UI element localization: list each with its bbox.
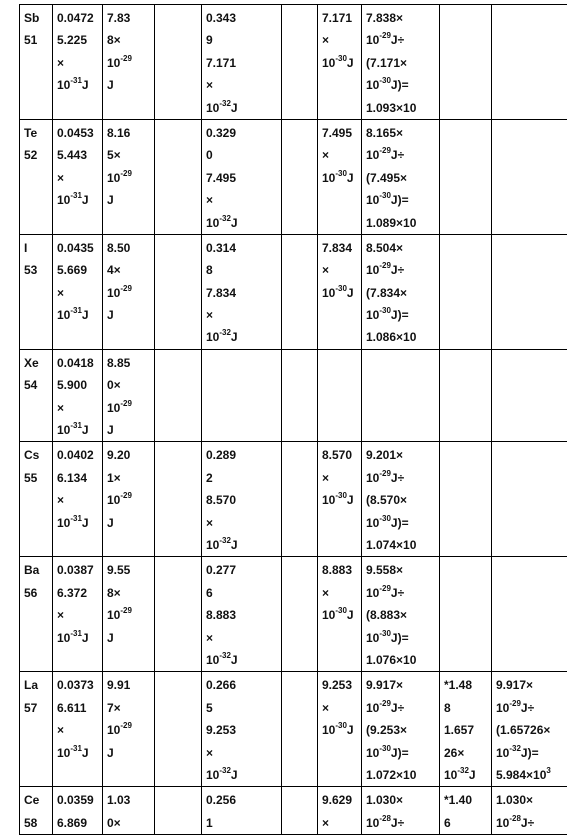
value-cell-c6 bbox=[282, 787, 318, 835]
value-cell-c8 bbox=[362, 234, 440, 349]
cell-text: 26× bbox=[444, 742, 488, 764]
cell-text: 7.171 bbox=[206, 52, 278, 74]
table-row bbox=[20, 787, 567, 835]
cell-text: × bbox=[322, 467, 358, 489]
cell-text: $10^{-30}J$ bbox=[322, 167, 358, 189]
cell-text: $10^{-30}J)=$ bbox=[366, 627, 436, 649]
element-cell bbox=[20, 557, 53, 672]
cell-text: $10^{-30}J$ bbox=[322, 489, 358, 511]
value-cell-c5 bbox=[202, 119, 282, 234]
cell-text: × bbox=[322, 582, 358, 604]
value-cell-c10 bbox=[492, 234, 567, 349]
value-cell-c7 bbox=[318, 557, 362, 672]
cell-text: 5 bbox=[206, 697, 278, 719]
value-cell-c3 bbox=[103, 557, 155, 672]
cell-text: J bbox=[107, 512, 151, 534]
value-cell-c3 bbox=[103, 349, 155, 442]
cell-text: $10^{-29}J\div$ bbox=[366, 697, 436, 719]
value-cell-c10 bbox=[492, 557, 567, 672]
table-row bbox=[20, 672, 567, 787]
table-row bbox=[20, 442, 567, 557]
element-cell bbox=[20, 442, 53, 557]
cell-text: $10^{-30}J)=$ bbox=[366, 512, 436, 534]
value-cell-c6 bbox=[282, 672, 318, 787]
value-cell-c3 bbox=[103, 442, 155, 557]
value-cell-c10 bbox=[492, 119, 567, 234]
cell-text: 7× bbox=[107, 697, 151, 719]
cell-text: $10^{-29}J\div$ bbox=[366, 467, 436, 489]
cell-text: 9.20 bbox=[107, 444, 151, 466]
value-cell-c3 bbox=[103, 119, 155, 234]
cell-text: 6.869 bbox=[57, 812, 99, 834]
value-cell-c4 bbox=[155, 787, 202, 835]
value-cell-c8 bbox=[362, 5, 440, 120]
cell-text: $10^{-29}$ bbox=[107, 167, 151, 189]
cell-text: $10^{-29}$ bbox=[107, 604, 151, 626]
value-cell-c5 bbox=[202, 234, 282, 349]
cell-text: $10^{-29}$ bbox=[107, 52, 151, 74]
cell-text: 9.917× bbox=[366, 674, 436, 696]
value-cell-c3 bbox=[103, 234, 155, 349]
cell-text: 5.225 bbox=[57, 29, 99, 51]
cell-text: $10^{-32}J$ bbox=[206, 649, 278, 671]
value-cell-c5 bbox=[202, 5, 282, 120]
cell-text: (8.883× bbox=[366, 604, 436, 626]
value-cell-c3 bbox=[103, 672, 155, 787]
cell-text: × bbox=[206, 742, 278, 764]
value-cell-c2 bbox=[53, 557, 103, 672]
cell-text: 7.83 bbox=[107, 7, 151, 29]
cell-text: × bbox=[206, 627, 278, 649]
cell-text: 1.657 bbox=[444, 719, 488, 741]
cell-text: × bbox=[322, 697, 358, 719]
value-cell-c6 bbox=[282, 442, 318, 557]
cell-text: 9.55 bbox=[107, 559, 151, 581]
cell-text: 1.03 bbox=[107, 789, 151, 811]
cell-text: 8 bbox=[444, 697, 488, 719]
cell-text: 0× bbox=[107, 812, 151, 834]
value-cell-c4 bbox=[155, 5, 202, 120]
cell-text: 1.030× bbox=[496, 789, 567, 811]
cell-text: 7.834 bbox=[206, 282, 278, 304]
cell-text: × bbox=[57, 52, 99, 74]
value-cell-c10 bbox=[492, 442, 567, 557]
cell-text: 6.611 bbox=[57, 697, 99, 719]
cell-text: 8.85 bbox=[107, 352, 151, 374]
value-cell-c7 bbox=[318, 5, 362, 120]
cell-text: 0.256 bbox=[206, 789, 278, 811]
cell-text: 1.086×10 bbox=[366, 326, 436, 348]
value-cell-c8 bbox=[362, 119, 440, 234]
cell-text: $10^{-31}J$ bbox=[57, 189, 99, 211]
cell-text: × bbox=[206, 512, 278, 534]
value-cell-c7 bbox=[318, 349, 362, 442]
cell-text: $10^{-31}J$ bbox=[57, 304, 99, 326]
cell-text: 9.917× bbox=[496, 674, 567, 696]
cell-text: 0 bbox=[206, 144, 278, 166]
value-cell-c10 bbox=[492, 672, 567, 787]
value-cell-c4 bbox=[155, 672, 202, 787]
atomic-number: 55 bbox=[24, 467, 49, 489]
element-symbol: Ce bbox=[24, 789, 49, 811]
cell-text: 8.165× bbox=[366, 122, 436, 144]
cell-text: $10^{-29}$ bbox=[107, 719, 151, 741]
cell-text: $10^{-32}J$ bbox=[206, 326, 278, 348]
cell-text: $10^{-30}J)=$ bbox=[366, 304, 436, 326]
value-cell-c7 bbox=[318, 442, 362, 557]
cell-text: $10^{-29}J\div$ bbox=[366, 29, 436, 51]
table-row bbox=[20, 349, 567, 442]
value-cell-c10 bbox=[492, 5, 567, 120]
cell-text: × bbox=[57, 167, 99, 189]
cell-text: 9.629 bbox=[322, 789, 358, 811]
value-cell-c2 bbox=[53, 119, 103, 234]
value-cell-c2 bbox=[53, 349, 103, 442]
cell-text: (8.570× bbox=[366, 489, 436, 511]
value-cell-c4 bbox=[155, 557, 202, 672]
value-cell-c2 bbox=[53, 234, 103, 349]
element-cell bbox=[20, 119, 53, 234]
cell-text: 0.314 bbox=[206, 237, 278, 259]
cell-text: 0.0472 bbox=[57, 7, 99, 29]
cell-text: 0.266 bbox=[206, 674, 278, 696]
element-cell bbox=[20, 787, 53, 835]
element-cell bbox=[20, 672, 53, 787]
cell-text: 9.253 bbox=[322, 674, 358, 696]
cell-text: × bbox=[206, 304, 278, 326]
cell-text: 1.074×10 bbox=[366, 534, 436, 556]
value-cell-c9 bbox=[440, 234, 492, 349]
cell-text: (9.253× bbox=[366, 719, 436, 741]
cell-text: (7.834× bbox=[366, 282, 436, 304]
value-cell-c6 bbox=[282, 5, 318, 120]
cell-text: $10^{-31}J$ bbox=[57, 512, 99, 534]
value-cell-c9 bbox=[440, 557, 492, 672]
cell-text: 0.0435 bbox=[57, 237, 99, 259]
cell-text: $10^{-30}J$ bbox=[322, 719, 358, 741]
cell-text: × bbox=[322, 144, 358, 166]
value-cell-c8 bbox=[362, 557, 440, 672]
cell-text: 1.030× bbox=[366, 789, 436, 811]
cell-text: 8.570 bbox=[206, 489, 278, 511]
value-cell-c9 bbox=[440, 5, 492, 120]
value-cell-c4 bbox=[155, 442, 202, 557]
cell-text: 1.072×10 bbox=[366, 764, 436, 786]
value-cell-c4 bbox=[155, 234, 202, 349]
cell-text: 8.16 bbox=[107, 122, 151, 144]
value-cell-c2 bbox=[53, 672, 103, 787]
value-cell-c9 bbox=[440, 787, 492, 835]
cell-text: $10^{-29}J\div$ bbox=[366, 582, 436, 604]
cell-text: $10^{-32}J$ bbox=[206, 97, 278, 119]
value-cell-c2 bbox=[53, 5, 103, 120]
value-cell-c10 bbox=[492, 349, 567, 442]
value-cell-c9 bbox=[440, 442, 492, 557]
table-row bbox=[20, 119, 567, 234]
cell-text: $10^{-32}J$ bbox=[206, 764, 278, 786]
table-row bbox=[20, 234, 567, 349]
cell-text: 5× bbox=[107, 144, 151, 166]
cell-text: 7.838× bbox=[366, 7, 436, 29]
value-cell-c8 bbox=[362, 442, 440, 557]
element-symbol: Ba bbox=[24, 559, 49, 581]
cell-text: 8.570 bbox=[322, 444, 358, 466]
element-symbol: La bbox=[24, 674, 49, 696]
cell-text: × bbox=[206, 189, 278, 211]
cell-text: 6 bbox=[206, 582, 278, 604]
value-cell-c7 bbox=[318, 787, 362, 835]
cell-text: 5.900 bbox=[57, 374, 99, 396]
cell-text: $10^{-31}J$ bbox=[57, 742, 99, 764]
cell-text: $10^{-29}$ bbox=[107, 397, 151, 419]
cell-text: 7.171 bbox=[322, 7, 358, 29]
atomic-number: 53 bbox=[24, 259, 49, 281]
cell-text: 0.329 bbox=[206, 122, 278, 144]
element-symbol: Sb bbox=[24, 7, 49, 29]
data-table bbox=[19, 4, 567, 835]
cell-text: 7.834 bbox=[322, 237, 358, 259]
cell-text: $10^{-30}J)=$ bbox=[366, 74, 436, 96]
cell-text: 8 bbox=[206, 259, 278, 281]
value-cell-c6 bbox=[282, 557, 318, 672]
value-cell-c6 bbox=[282, 234, 318, 349]
atomic-number: 56 bbox=[24, 582, 49, 604]
atomic-number: 52 bbox=[24, 144, 49, 166]
table-row bbox=[20, 5, 567, 120]
cell-text: × bbox=[322, 29, 358, 51]
value-cell-c7 bbox=[318, 119, 362, 234]
cell-text: $10^{-32}J$ bbox=[206, 534, 278, 556]
cell-text: 8.883 bbox=[206, 604, 278, 626]
table-row bbox=[20, 557, 567, 672]
value-cell-c5 bbox=[202, 557, 282, 672]
cell-text: 0.0453 bbox=[57, 122, 99, 144]
cell-text: 1× bbox=[107, 467, 151, 489]
cell-text: $10^{-28}J\div$ bbox=[496, 812, 567, 834]
cell-text: × bbox=[57, 604, 99, 626]
cell-text: 8.883 bbox=[322, 559, 358, 581]
cell-text: J bbox=[107, 189, 151, 211]
value-cell-c5 bbox=[202, 442, 282, 557]
cell-text: $10^{-30}J)=$ bbox=[366, 742, 436, 764]
cell-text: $10^{-30}J)=$ bbox=[366, 189, 436, 211]
cell-text: 6.372 bbox=[57, 582, 99, 604]
cell-text: × bbox=[57, 282, 99, 304]
cell-text: 8× bbox=[107, 29, 151, 51]
cell-text: $10^{-29}$ bbox=[107, 489, 151, 511]
cell-text: 1.076×10 bbox=[366, 649, 436, 671]
cell-text: 9 bbox=[206, 29, 278, 51]
cell-text: $10^{-30}J$ bbox=[322, 604, 358, 626]
value-cell-c7 bbox=[318, 672, 362, 787]
atomic-number: 51 bbox=[24, 29, 49, 51]
cell-text: $10^{-32}J$ bbox=[444, 764, 488, 786]
cell-text: 8.50 bbox=[107, 237, 151, 259]
cell-text: $10^{-31}J$ bbox=[57, 627, 99, 649]
cell-text: J bbox=[107, 419, 151, 441]
cell-text: J bbox=[107, 627, 151, 649]
cell-text: 9.558× bbox=[366, 559, 436, 581]
cell-text: $10^{-31}J$ bbox=[57, 74, 99, 96]
cell-text: 1.089×10 bbox=[366, 212, 436, 234]
table-body bbox=[20, 5, 567, 835]
value-cell-c6 bbox=[282, 349, 318, 442]
cell-text: 1 bbox=[206, 812, 278, 834]
element-symbol: Cs bbox=[24, 444, 49, 466]
cell-text: 9.201× bbox=[366, 444, 436, 466]
cell-text: 7.495 bbox=[322, 122, 358, 144]
cell-text: 1.093×10 bbox=[366, 97, 436, 119]
value-cell-c8 bbox=[362, 349, 440, 442]
cell-text: × bbox=[322, 259, 358, 281]
cell-text: (1.65726× bbox=[496, 719, 567, 741]
cell-text: × bbox=[57, 489, 99, 511]
atomic-number: 58 bbox=[24, 812, 49, 834]
value-cell-c2 bbox=[53, 442, 103, 557]
cell-text: × bbox=[206, 74, 278, 96]
element-cell bbox=[20, 5, 53, 120]
cell-text: J bbox=[107, 742, 151, 764]
cell-text: 6.134 bbox=[57, 467, 99, 489]
value-cell-c4 bbox=[155, 349, 202, 442]
element-cell bbox=[20, 349, 53, 442]
value-cell-c4 bbox=[155, 119, 202, 234]
cell-text: $10^{-32}J)=$ bbox=[496, 742, 567, 764]
cell-text: 7.495 bbox=[206, 167, 278, 189]
value-cell-c5 bbox=[202, 672, 282, 787]
value-cell-c9 bbox=[440, 672, 492, 787]
cell-text: × bbox=[57, 719, 99, 741]
cell-text: 0.277 bbox=[206, 559, 278, 581]
cell-text: $10^{-30}J$ bbox=[322, 282, 358, 304]
cell-text: $10^{-32}J$ bbox=[206, 212, 278, 234]
value-cell-c5 bbox=[202, 787, 282, 835]
cell-text: 0.0387 bbox=[57, 559, 99, 581]
cell-text: × bbox=[57, 397, 99, 419]
cell-text: *1.40 bbox=[444, 789, 488, 811]
cell-text: 0.0402 bbox=[57, 444, 99, 466]
cell-text: 2 bbox=[206, 467, 278, 489]
cell-text: 0.343 bbox=[206, 7, 278, 29]
element-symbol: I bbox=[24, 237, 49, 259]
value-cell-c6 bbox=[282, 119, 318, 234]
element-symbol: Xe bbox=[24, 352, 49, 374]
cell-text: (7.495× bbox=[366, 167, 436, 189]
cell-text: 0.0373 bbox=[57, 674, 99, 696]
value-cell-c7 bbox=[318, 234, 362, 349]
value-cell-c8 bbox=[362, 787, 440, 835]
cell-text: 9.253 bbox=[206, 719, 278, 741]
cell-text: $10^{-29}J\div$ bbox=[366, 259, 436, 281]
cell-text: 9.91 bbox=[107, 674, 151, 696]
value-cell-c10 bbox=[492, 787, 567, 835]
cell-text: 5.669 bbox=[57, 259, 99, 281]
cell-text: *1.48 bbox=[444, 674, 488, 696]
cell-text: 5.443 bbox=[57, 144, 99, 166]
cell-text: 0.289 bbox=[206, 444, 278, 466]
value-cell-c8 bbox=[362, 672, 440, 787]
atomic-number: 54 bbox=[24, 374, 49, 396]
element-symbol: Te bbox=[24, 122, 49, 144]
value-cell-c9 bbox=[440, 349, 492, 442]
cell-text: $10^{-31}J$ bbox=[57, 419, 99, 441]
cell-text: 4× bbox=[107, 259, 151, 281]
cell-text: $10^{-29}J\div$ bbox=[366, 144, 436, 166]
value-cell-c3 bbox=[103, 5, 155, 120]
cell-text: J bbox=[107, 304, 151, 326]
value-cell-c3 bbox=[103, 787, 155, 835]
value-cell-c5 bbox=[202, 349, 282, 442]
cell-text: $10^{-28}J\div$ bbox=[366, 812, 436, 834]
cell-text: (7.171× bbox=[366, 52, 436, 74]
cell-text: × bbox=[322, 812, 358, 834]
cell-text: $10^{-29}J\div$ bbox=[496, 697, 567, 719]
value-cell-c9 bbox=[440, 119, 492, 234]
value-cell-c2 bbox=[53, 787, 103, 835]
cell-text: 8.504× bbox=[366, 237, 436, 259]
cell-text: $10^{-29}$ bbox=[107, 282, 151, 304]
cell-text: J bbox=[107, 74, 151, 96]
cell-text: 6 bbox=[444, 812, 488, 834]
cell-text: 0.0418 bbox=[57, 352, 99, 374]
cell-text: 0× bbox=[107, 374, 151, 396]
cell-text: 0.0359 bbox=[57, 789, 99, 811]
cell-text: $10^{-30}J$ bbox=[322, 52, 358, 74]
element-cell bbox=[20, 234, 53, 349]
atomic-number: 57 bbox=[24, 697, 49, 719]
cell-text: $5.984\times 10^3$ bbox=[496, 764, 567, 786]
cell-text: 8× bbox=[107, 582, 151, 604]
